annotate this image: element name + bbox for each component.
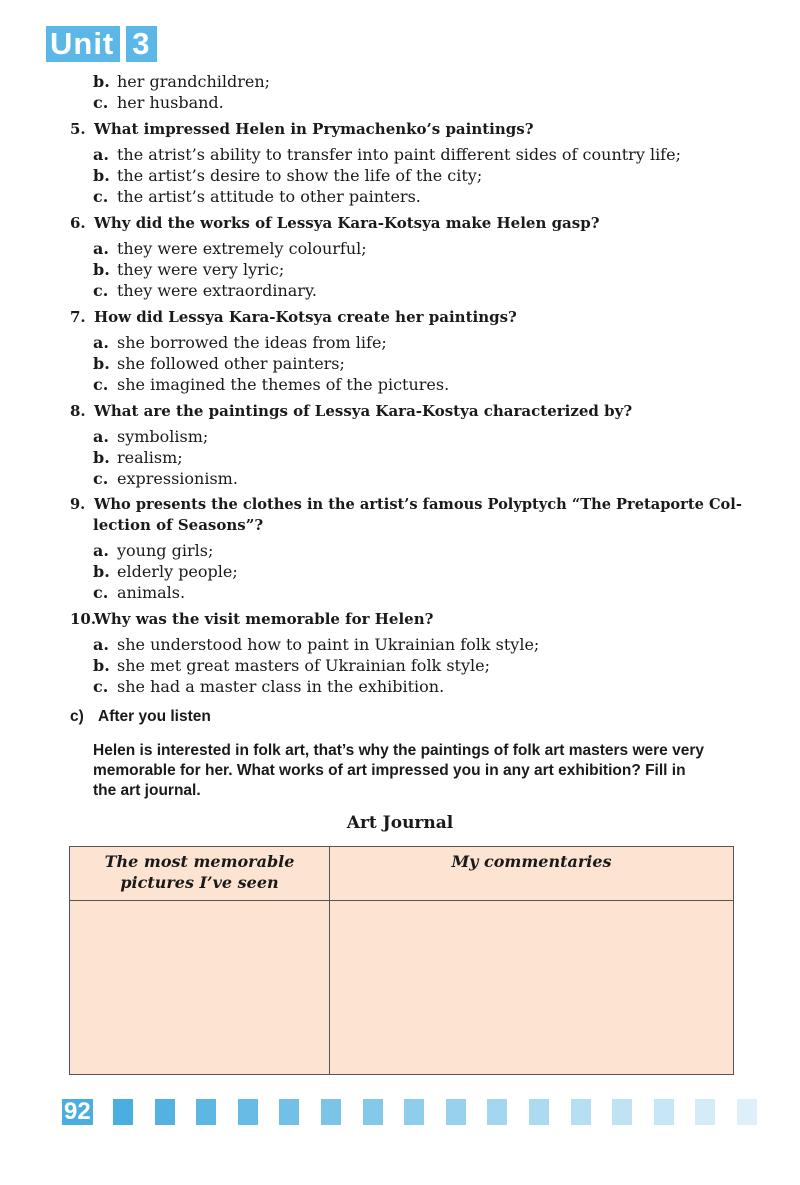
option-5c: c. the artist’s attitude to other painters. — [93, 187, 421, 206]
footer-square — [695, 1099, 715, 1125]
question-7: 7. How did Lessya Kara-Kotsya create her paintings? — [70, 308, 517, 326]
task-text-line-2: memorable for her. What works of art impressed you in any art exhibition? Fill in — [93, 762, 686, 779]
footer-square — [654, 1099, 674, 1125]
header-divider — [70, 900, 733, 901]
option-5b: b. the artist’s desire to show the life of the city; — [93, 166, 483, 185]
question-9: 9. Who presents the clothes in the artist’s famous Polyptych “The Pretaporte Col- — [70, 496, 742, 513]
option-4c: c. her husband. — [93, 93, 224, 112]
option-10b: b. she met great masters of Ukrainian folk style; — [93, 656, 490, 675]
option-7c: c. she imagined the themes of the pictures. — [93, 375, 450, 394]
question-5: 5. What impressed Helen in Prymachenko’s paintings? — [70, 120, 534, 138]
option-8a: a. symbolism; — [93, 427, 209, 446]
page-number: 92 — [64, 1098, 91, 1125]
footer-square — [279, 1099, 299, 1125]
option-7b: b. she followed other painters; — [93, 354, 345, 373]
unit-number: 3 — [126, 26, 156, 62]
task-text-line-1: Helen is interested in folk art, that’s why the paintings of folk art masters were very — [93, 742, 704, 759]
option-10a: a. she understood how to paint in Ukrainian folk style; — [93, 635, 540, 654]
column-divider — [329, 847, 330, 1074]
footer-square — [612, 1099, 632, 1125]
footer-square — [363, 1099, 383, 1125]
journal-title: Art Journal — [346, 813, 454, 833]
unit-label: Unit — [46, 26, 120, 62]
task-text-line-3: the art journal. — [93, 782, 201, 799]
footer-square — [487, 1099, 507, 1125]
footer-square — [446, 1099, 466, 1125]
column-header-pictures: The most memorable pictures I’ve seen — [104, 852, 295, 892]
footer-square — [155, 1099, 175, 1125]
unit-badge — [46, 26, 157, 62]
footer-square — [571, 1099, 591, 1125]
option-10c: c. she had a master class in the exhibition. — [93, 677, 445, 696]
option-5a: a. the atrist’s ability to transfer into paint different sides of country life; — [93, 145, 681, 164]
question-6: 6. Why did the works of Lessya Kara-Kotsya make Helen gasp? — [70, 214, 600, 232]
task-heading: c) After you listen — [70, 708, 211, 725]
footer-square — [113, 1099, 133, 1125]
footer-square — [196, 1099, 216, 1125]
option-8b: b. realism; — [93, 448, 183, 467]
footer-square — [737, 1099, 757, 1125]
footer-square — [404, 1099, 424, 1125]
option-9b: b. elderly people; — [93, 562, 238, 581]
option-6c: c. they were extraordinary. — [93, 281, 317, 300]
column-header-commentaries: My commentaries — [451, 852, 612, 871]
option-9a: a. young girls; — [93, 541, 214, 560]
question-9-continued: lection of Seasons”? — [93, 516, 264, 534]
question-10: 10.Why was the visit memorable for Helen? — [70, 610, 434, 628]
option-6b: b. they were very lyric; — [93, 260, 285, 279]
option-8c: c. expressionism. — [93, 469, 238, 488]
option-9c: c. animals. — [93, 583, 186, 602]
footer-square — [238, 1099, 258, 1125]
option-7a: a. she borrowed the ideas from life; — [93, 333, 387, 352]
option-4b: b. her grandchildren; — [93, 72, 271, 91]
option-6a: a. they were extremely colourful; — [93, 239, 367, 258]
footer-square — [321, 1099, 341, 1125]
art-journal-table — [69, 846, 734, 1075]
question-8: 8. What are the paintings of Lessya Kara-Kostya characterized by? — [70, 402, 633, 420]
footer-square — [529, 1099, 549, 1125]
